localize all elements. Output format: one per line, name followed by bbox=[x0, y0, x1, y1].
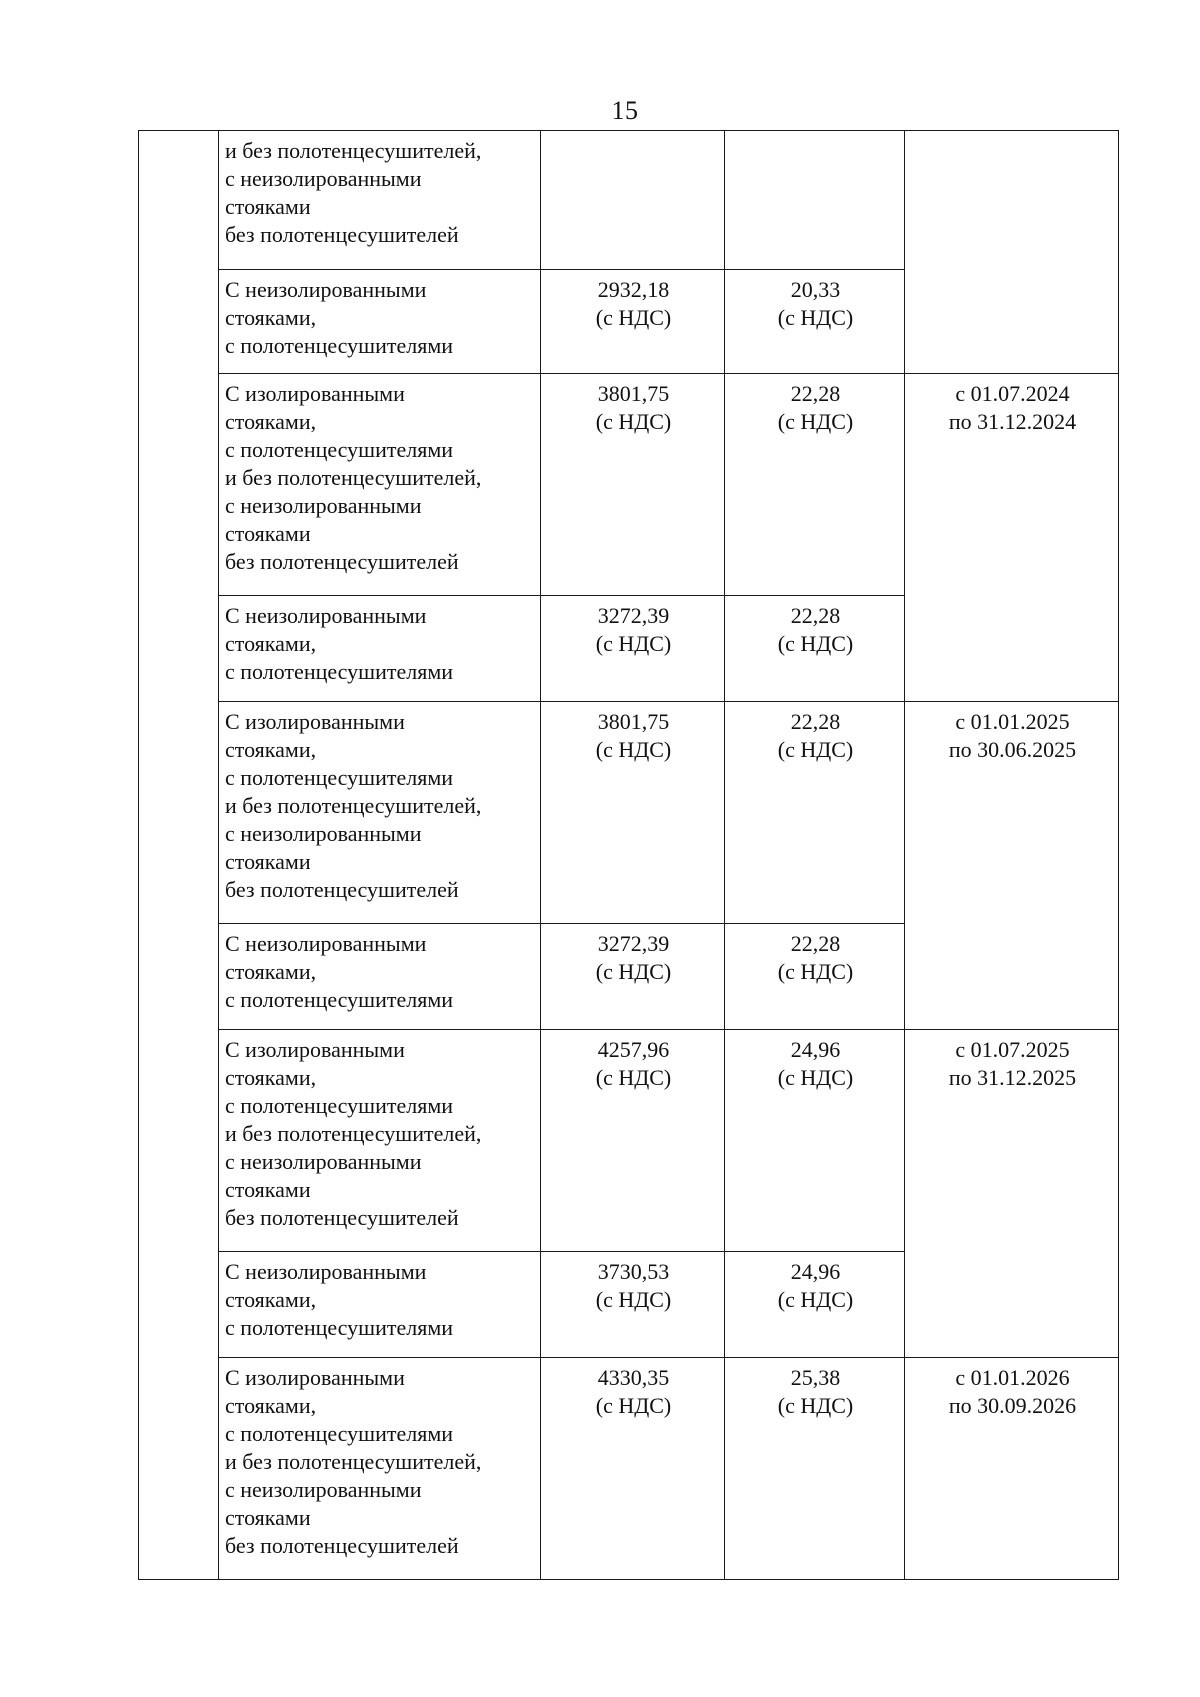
rate-value: 22,28 bbox=[790, 931, 841, 956]
page-number: 15 bbox=[611, 96, 639, 125]
rate-cell bbox=[725, 1358, 905, 1580]
description-cell bbox=[219, 374, 541, 596]
description-line: С неизолированными bbox=[225, 603, 427, 628]
price-vat-note: (с НДС) bbox=[595, 1393, 672, 1418]
blank-first-column bbox=[139, 131, 219, 1580]
rate-value: 22,28 bbox=[790, 709, 841, 734]
description-line: С изолированными bbox=[225, 1365, 405, 1390]
description-line: стояками bbox=[225, 521, 311, 546]
description-line: без полотенцесушителей bbox=[225, 549, 459, 574]
validity-period-cell bbox=[905, 1030, 1119, 1358]
description-line: стояками, bbox=[225, 1287, 317, 1312]
description-cell bbox=[219, 702, 541, 924]
price-cell bbox=[541, 270, 725, 374]
validity-period-cell bbox=[905, 374, 1119, 702]
description-line: стояками, bbox=[225, 631, 317, 656]
rate-cell bbox=[725, 131, 905, 270]
tariff-table-body bbox=[139, 131, 1119, 1580]
description-line: стояками, bbox=[225, 1065, 317, 1090]
price-value: 3801,75 bbox=[597, 381, 670, 406]
rate-cell bbox=[725, 270, 905, 374]
validity-period-cell bbox=[905, 131, 1119, 374]
period-end: по 31.12.2025 bbox=[948, 1065, 1077, 1090]
description-line: С изолированными bbox=[225, 1037, 405, 1062]
description-line: стояками, bbox=[225, 409, 317, 434]
price-vat-note: (с НДС) bbox=[595, 305, 672, 330]
price-value: 3730,53 bbox=[597, 1259, 670, 1284]
description-line: без полотенцесушителей bbox=[225, 877, 459, 902]
description-line: с полотенцесушителями bbox=[225, 765, 454, 790]
price-cell bbox=[541, 131, 725, 270]
rate-value: 20,33 bbox=[790, 277, 841, 302]
price-vat-note: (с НДС) bbox=[595, 631, 672, 656]
rate-vat-note: (с НДС) bbox=[777, 1393, 854, 1418]
validity-period-cell bbox=[905, 1358, 1119, 1580]
rate-cell bbox=[725, 596, 905, 702]
price-cell bbox=[541, 924, 725, 1030]
price-value: 3272,39 bbox=[597, 931, 670, 956]
period-end: по 30.09.2026 bbox=[948, 1393, 1077, 1418]
rate-vat-note: (с НДС) bbox=[777, 1287, 854, 1312]
rate-vat-note: (с НДС) bbox=[777, 737, 854, 762]
rate-value: 25,38 bbox=[790, 1365, 841, 1390]
period-start: с 01.01.2026 bbox=[955, 1365, 1070, 1390]
description-line: С изолированными bbox=[225, 381, 405, 406]
price-cell bbox=[541, 1252, 725, 1358]
period-end: по 30.06.2025 bbox=[948, 737, 1077, 762]
description-line: без полотенцесушителей bbox=[225, 1533, 459, 1558]
price-value: 2932,18 bbox=[597, 277, 670, 302]
description-line: стояками bbox=[225, 1177, 311, 1202]
description-line: с полотенцесушителями bbox=[225, 987, 454, 1012]
description-line: с полотенцесушителями bbox=[225, 437, 454, 462]
description-line: стояками, bbox=[225, 1393, 317, 1418]
validity-period-cell bbox=[905, 702, 1119, 1030]
description-line: с неизолированными bbox=[225, 821, 422, 846]
rate-cell bbox=[725, 1030, 905, 1252]
tariff-table bbox=[138, 130, 1119, 1580]
rate-vat-note: (с НДС) bbox=[777, 305, 854, 330]
price-vat-note: (с НДС) bbox=[595, 1065, 672, 1090]
rate-value: 24,96 bbox=[790, 1259, 841, 1284]
description-cell bbox=[219, 131, 541, 270]
description-cell bbox=[219, 1252, 541, 1358]
description-line: с неизолированными bbox=[225, 493, 422, 518]
description-cell bbox=[219, 270, 541, 374]
description-line: с полотенцесушителями bbox=[225, 1093, 454, 1118]
description-line: стояками bbox=[225, 194, 311, 219]
description-line: с полотенцесушителями bbox=[225, 1315, 454, 1340]
description-line: и без полотенцесушителей, bbox=[225, 1121, 482, 1146]
price-cell bbox=[541, 596, 725, 702]
rate-value: 22,28 bbox=[790, 603, 841, 628]
period-end: по 31.12.2024 bbox=[948, 409, 1077, 434]
rate-vat-note: (с НДС) bbox=[777, 409, 854, 434]
description-line: без полотенцесушителей bbox=[225, 222, 459, 247]
description-line: стояками bbox=[225, 1505, 311, 1530]
rate-value: 24,96 bbox=[790, 1037, 841, 1062]
rate-cell bbox=[725, 702, 905, 924]
description-line: С неизолированными bbox=[225, 1259, 427, 1284]
description-cell bbox=[219, 1358, 541, 1580]
description-line: с неизолированными bbox=[225, 166, 422, 191]
description-line: стояками, bbox=[225, 737, 317, 762]
description-line: с полотенцесушителями bbox=[225, 333, 454, 358]
table-row bbox=[139, 131, 1119, 270]
price-cell bbox=[541, 702, 725, 924]
description-line: С неизолированными bbox=[225, 931, 427, 956]
description-line: стояками, bbox=[225, 959, 317, 984]
description-cell bbox=[219, 924, 541, 1030]
description-line: с полотенцесушителями bbox=[225, 659, 454, 684]
price-cell bbox=[541, 374, 725, 596]
rate-value: 22,28 bbox=[790, 381, 841, 406]
description-line: С неизолированными bbox=[225, 277, 427, 302]
rate-vat-note: (с НДС) bbox=[777, 631, 854, 656]
rate-cell bbox=[725, 374, 905, 596]
rate-vat-note: (с НДС) bbox=[777, 1065, 854, 1090]
description-line: с неизолированными bbox=[225, 1149, 422, 1174]
table-row bbox=[139, 702, 1119, 924]
rate-cell bbox=[725, 924, 905, 1030]
price-value: 4330,35 bbox=[597, 1365, 670, 1390]
description-line: стояками, bbox=[225, 305, 317, 330]
description-line: С изолированными bbox=[225, 709, 405, 734]
price-cell bbox=[541, 1358, 725, 1580]
period-start: с 01.07.2025 bbox=[955, 1037, 1070, 1062]
price-value: 4257,96 bbox=[597, 1037, 670, 1062]
description-cell bbox=[219, 596, 541, 702]
price-vat-note: (с НДС) bbox=[595, 959, 672, 984]
rate-cell bbox=[725, 1252, 905, 1358]
table-row bbox=[139, 1358, 1119, 1580]
description-line: с неизолированными bbox=[225, 1477, 422, 1502]
table-row bbox=[139, 374, 1119, 596]
description-line: с полотенцесушителями bbox=[225, 1421, 454, 1446]
table-row bbox=[139, 1030, 1119, 1252]
period-start: с 01.07.2024 bbox=[955, 381, 1070, 406]
period-start: с 01.01.2025 bbox=[955, 709, 1070, 734]
price-value: 3801,75 bbox=[597, 709, 670, 734]
price-cell bbox=[541, 1030, 725, 1252]
description-line: без полотенцесушителей bbox=[225, 1205, 459, 1230]
rate-vat-note: (с НДС) bbox=[777, 959, 854, 984]
description-line: стояками bbox=[225, 849, 311, 874]
description-cell bbox=[219, 1030, 541, 1252]
price-vat-note: (с НДС) bbox=[595, 409, 672, 434]
description-line: и без полотенцесушителей, bbox=[225, 1449, 482, 1474]
description-line: и без полотенцесушителей, bbox=[225, 465, 482, 490]
price-vat-note: (с НДС) bbox=[595, 1287, 672, 1312]
description-line: и без полотенцесушителей, bbox=[225, 793, 482, 818]
price-vat-note: (с НДС) bbox=[595, 737, 672, 762]
description-line: и без полотенцесушителей, bbox=[225, 138, 482, 163]
price-value: 3272,39 bbox=[597, 603, 670, 628]
